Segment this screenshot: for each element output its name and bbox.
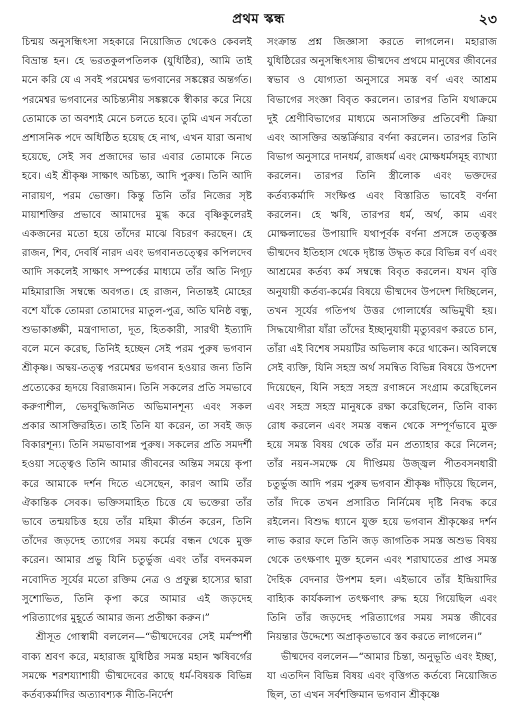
- left-paragraph-2: শ্রীসূত গোস্বামী বললেন—“ভীষ্মদেবের সেই মর্মস্পর্শী বাক্য শ্রবণ করে, মহারাজ যুধিষ্ঠির সমস্ত মহান ঋষিবর্গের সমক্ষে শরশয্যাশায়ী ভীষ্মদেবের কাছে ধর্ম-বিষয়ক বিভিন্ন কর্তব্যকর্মাদির অত্যাবশ্যক নীতি-নির্দেশ: [22, 632, 252, 701]
- page-header: [0, 8, 517, 32]
- right-paragraph-1: সংক্রান্ত প্রশ্ন জিজ্ঞাসা করতে লাগলেন। মহারাজ যুধিষ্ঠিরের অনুসন্ধিৎসায় ভীষ্মদেব প্রথমে মানুষের জীবনের স্বভাব ও যোগ্যতা অনুসারে সমস্ত বর্ণ এবং আশ্রম বিভাগের সংজ্ঞা বিবৃত করলেন। তারপর তিনি যথাক্রমে দুই শ্রেণীবিভাগের মাধ্যমে অনাসক্তির প্রতিবেশী ক্রিয়া এবং আসক্তির অন্তর্ক্রিয়ার বর্ণনা করলেন। তারপর তিনি বিভাগ অনুসারে দানধর্ম, রাজধর্ম এবং মোক্ষধর্মসমূহ ব্যাখ্যা করলেন। তারপর তিনি স্ত্রীলোক এবং ভক্তদের কর্তব্যকর্মাদি সংক্ষিপ্ত এবং বিস্তারিত ভাবেই বর্ণনা করলেন। হে ঋষি, তারপর ধর্ম, অর্থ, কাম এবং মোক্ষলাভের উপায়াদি যথাপূর্বক বর্ণনা প্রসঙ্গে তত্ত্বজ্ঞ ভীষ্মদেব ইতিহাস থেকে দৃষ্টান্ত উদ্ধৃত করে বিভিন্ন বর্ণ এবং আশ্রমের কর্তব্য কর্ম সম্বন্ধে বিবৃত করলেন। যখন বৃত্তি অনুযায়ী কর্তব্য-কর্মের বিষয়ে ভীষ্মদেব উপদেশ দিচ্ছিলেন, তখন সূর্যের গতিপথ উত্তর গোলার্ধের অভিমুখী হয়। সিদ্ধযোগীরা যাঁরা তাঁদের ইচ্ছানুযায়ী মৃত্যুবরণ করতে চান, তাঁরা এই বিশেষ সময়টির অভিলাষ করে থাকেন। অবিলম্বে সেই ব্যক্তি, যিনি সহস্র অর্থ সমন্বিত বিভিন্ন বিষয়ে উপদেশ দিয়েছেন, যিনি সহস্র সহস্র রণাঙ্গনে সংগ্রাম করেছিলেন এবং সহস্র সহস্র মানুষকে রক্ষা করেছিলেন, তিনি বাক্য রোধ করলেন এবং সমস্ত বন্ধন থেকে সম্পূর্ণভাবে মুক্ত হয়ে সমস্ত বিষয় থেকে তাঁর মন প্রত্যাহার করে নিলেন; তাঁর নয়ন-সমক্ষে যে দীপ্তিময় উজ্জ্বল পীতবসনধারী চতুর্ভুজ আদি পরম পুরুষ ভগবান শ্রীকৃষ্ণ দাঁড়িয়ে ছিলেন, তাঁর দিকে তখন প্রসারিত নির্নিমেষ দৃষ্টি নিবদ্ধ করে রইলেন। বিশুদ্ধ ধ্যানে যুক্ত হয়ে ভগবান শ্রীকৃষ্ণের দর্শন লাভ করার ফলে তিনি জড় জাগতিক সমস্ত অশুভ বিষয় থেকে তৎক্ষণাৎ মুক্ত হলেন এবং শরাঘাতের প্রাপ্ত সমস্ত দৈহিক বেদনার উপশম হল। এইভাবে তাঁর ইন্দ্রিয়াদির বাহ্যিক কার্যকলাপ তৎক্ষণাৎ রুদ্ধ হয়ে গিয়েছিল এবং তিনি তাঁর জড়দেহ পরিত্যাগের সময় সমস্ত জীবের নিয়ন্তার উদ্দেশ্যে অপ্রাকৃতভাবে স্তব করতে লাগলেন।”: [267, 37, 497, 644]
- running-head: প্রথম স্কন্ধ: [232, 12, 285, 27]
- right-column: [267, 33, 497, 701]
- left-column: [22, 33, 252, 701]
- right-paragraph-2: ভীষ্মদেব বললেন—“আমার চিন্তা, অনুভূতি এবং ইচ্ছা, যা এতদিন বিভিন্ন বিষয় এবং বৃত্তিগত কর্তব্যে নিয়োজিত ছিল, তা এখন সর্বশক্তিমান ভগবান শ্রীকৃষ্ণে: [267, 651, 497, 701]
- page-number: ২৩: [478, 12, 497, 28]
- left-paragraph-1: চিন্ময় অনুসন্ধিৎসা সহকারে নিয়োজিত থেকেও কেবলই বিভ্রান্ত হন। হে ভরতকুলপতিলক (যুধিষ্ঠির), আমি তাই মনে করি যে এ সবই পরমেশ্বর ভগবানের সঙ্কল্পের অন্তর্গত। পরমেশ্বর ভগবানের অচিন্ত্যনীয় সঙ্কল্পকে স্বীকার করে নিয়ে তোমাকে তা অবশ্যই মেনে চলতে হবে। তুমি এখন সর্বতো প্রশাসনিক পদে অধিষ্ঠিত হয়েছ হে নাথ, এখন যারা অনাথ হয়েছে, সেই সব প্রজাদের ভার এবার তোমাকে নিতে হবে। এই শ্রীকৃষ্ণ সাক্ষাৎ অচিন্ত্য, আদি পুরুষ। তিনি আদি নারায়ণ, পরম ভোক্তা। কিন্তু তিনি তাঁর নিজের সৃষ্ট মায়াশক্তির প্রভাবে আমাদের মুগ্ধ করে বৃষ্ণিকুলেরই একজনের মতো হয়ে তাঁদের মাঝে বিচরণ করছেন। হে রাজন, শিব, দেবর্ষি নারদ এবং ভগবানতত্ত্বের কপিলদেব আদি সকলেই সাক্ষাৎ সম্পর্কের মাধ্যমে তাঁর অতি নিগূঢ় মহিমারাজি সম্বন্ধে অবগত। হে রাজন, নিতান্তই মোহের বশে যাঁকে তোমরা তোমাদের মাতুল-পুত্র, অতি ঘনিষ্ঠ বন্ধু, শুভাকাঙ্ক্ষী, মন্ত্রণাদাতা, দূত, হিতকারী, সারথী ইত্যাদি বলে মনে করেছ, তিনিই হচ্ছেন সেই পরম পুরুষ ভগবান শ্রীকৃষ্ণ। অদ্বয়-তত্ত্ব পরমেশ্বর ভগবান হওয়ার জন্য তিনি প্রত্যেকের হৃদয়ে বিরাজমান। তিনি সকলের প্রতি সমভাবে করুণাশীল, ভেদবুদ্ধিজনিত অভিমানশূন্য এবং সকল প্রকার আসক্তিরহিত। তাই তিনি যা করেন, তা সবই জড় বিকারশূন্য। তিনি সমভাবাপন্ন পুরুষ। সকলের প্রতি সমদর্শী হওয়া সত্ত্বেও তিনি আমার জীবনের অন্তিম সময়ে কৃপা করে আমাকে দর্শন দিতে এসেছেন, কারণ আমি তাঁর ঐকান্তিক সেবক। ভক্তিসমাহিত চিত্তে যে ভক্তেরা তাঁর ভাবে তন্ময়চিত্ত হয়ে তাঁর মহিমা কীর্তন করেন, তিনি তাঁদের জড়দেহ ত্যাগের সময় কর্মের বন্ধন থেকে মুক্ত করেন। আমার প্রভু যিনি চতুর্ভুজ এবং তাঁর বদনকমল নবোদিত সূর্যের মতো রক্তিম নেত্র ও প্রফুল্ল হাস্যের দ্বারা সুশোভিত, তিনি কৃপা করে আমার এই জড়দেহ পরিত্যাগের মুহূর্তে আমার জন্য প্রতীক্ষা করুন।”: [22, 37, 252, 625]
